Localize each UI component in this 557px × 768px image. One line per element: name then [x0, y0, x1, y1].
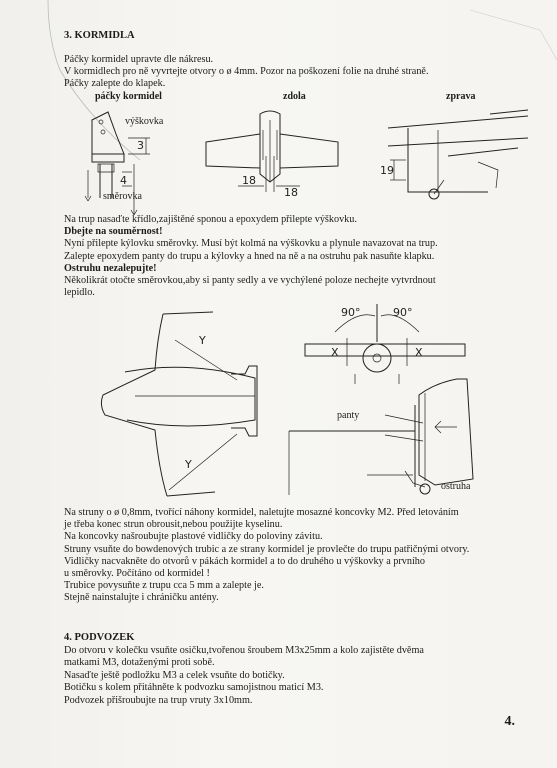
text-line: Do otvoru v kolečku vsuňte osičku,tvořenou šroubem M3x25mm a kolo zajistěte dvěma [64, 645, 424, 656]
text-line: Struny vsuňte do bowdenových trubic a ze strany kormidel je provlečte do trupu patřičnými otvory. [64, 543, 470, 555]
svg-text:X: X [415, 346, 423, 359]
plane-top-view-figure [95, 300, 275, 500]
text-line: Dbejte na souměrnost! [64, 226, 163, 238]
text-line: matkami M3, dotaženými proti sobě. [64, 657, 215, 669]
tail-bottom-view-figure [200, 100, 350, 200]
text-line: u směrovky. Počítáno od kormidel ! [64, 568, 210, 579]
tail-right-view-figure [378, 100, 528, 210]
intro-line: Páčky zalepte do klapek. [64, 78, 166, 89]
text-line: Ostruhu nezalepujte! [64, 262, 157, 274]
svg-text:4: 4 [120, 174, 127, 187]
intro-line: V kormidlech pro ně vyvrtejte otvory o ø 4mm. Pozor na poškození folie na druhé straně. [64, 66, 429, 77]
label-elevator: výškovka [125, 116, 164, 127]
text-line: Botičku s kolem přitáhněte k podvozku samojistnou maticí M3. [64, 682, 324, 694]
svg-text:19: 19 [380, 164, 394, 177]
text-line: Několikrát otočte směrovkou,aby si panty sedly a ve vychýlené poloze nechejte vytvrdnout [64, 275, 436, 286]
svg-text:90°: 90° [341, 306, 361, 319]
text-line: je třeba konec strun obrousit,nebou použijte kyselinu. [64, 519, 283, 531]
fig-title-bottom: zdola [283, 91, 306, 102]
svg-text:Y: Y [199, 334, 206, 347]
section-4-heading: 4. PODVOZEK [64, 632, 135, 643]
text-line: Nasaďte ještě podložku M3 a celek vsuňte do botičky. [64, 669, 285, 681]
label-hinges: panty [337, 410, 360, 421]
svg-text:90°: 90° [393, 306, 413, 319]
text-line: Nyní přilepte kýlovku směrovky. Musí být kolmá na výškovku a plynule navazovat na trup. [64, 238, 438, 250]
fig-title-right: zprava [446, 91, 476, 102]
label-tailwheel: ostruha [441, 481, 471, 492]
text-line: Podvozek přišroubujte na trup vruty 3x10mm. [64, 694, 253, 706]
svg-text:18: 18 [284, 186, 298, 199]
svg-text:3: 3 [137, 139, 144, 152]
text-line: Na struny o ø 0,8mm, tvořící náhony kormidel, naletujte mosazné koncovky M2. Před letováním [64, 507, 459, 518]
text-line: Vidličky nacvakněte do otvorů v pákách kormidel a to do druhého u výškovky a prvního [64, 555, 425, 567]
section-3-heading: 3. KORMIDLA [64, 30, 135, 41]
text-line: Zalepte epoxydem panty do trupu a kýlovky a hned na ně a na ostruhu pak nasuňte klapku. [64, 250, 435, 262]
label-rudder: směrovka [103, 191, 142, 202]
intro-line: Páčky kormidel upravte dle nákresu. [64, 54, 214, 65]
svg-text:X: X [331, 346, 339, 359]
text-line: Trubice povysuňte z trupu cca 5 mm a zalepte je. [64, 580, 264, 592]
svg-text:Y: Y [185, 458, 192, 471]
text-line: Stejně nainstalujte i chráničku antény. [64, 592, 219, 604]
text-line: Na koncovky našroubujte plastové vidličky do poloviny závitu. [64, 531, 323, 543]
page-number: 4. [504, 714, 515, 729]
svg-text:18: 18 [242, 174, 256, 187]
text-line: lepidlo. [64, 287, 95, 299]
text-line: Na trup nasaďte křídlo,zajištěné sponou a epoxydem přilepte výškovku. [64, 214, 357, 225]
fig-title-levers: páčky kormidel [95, 91, 162, 102]
